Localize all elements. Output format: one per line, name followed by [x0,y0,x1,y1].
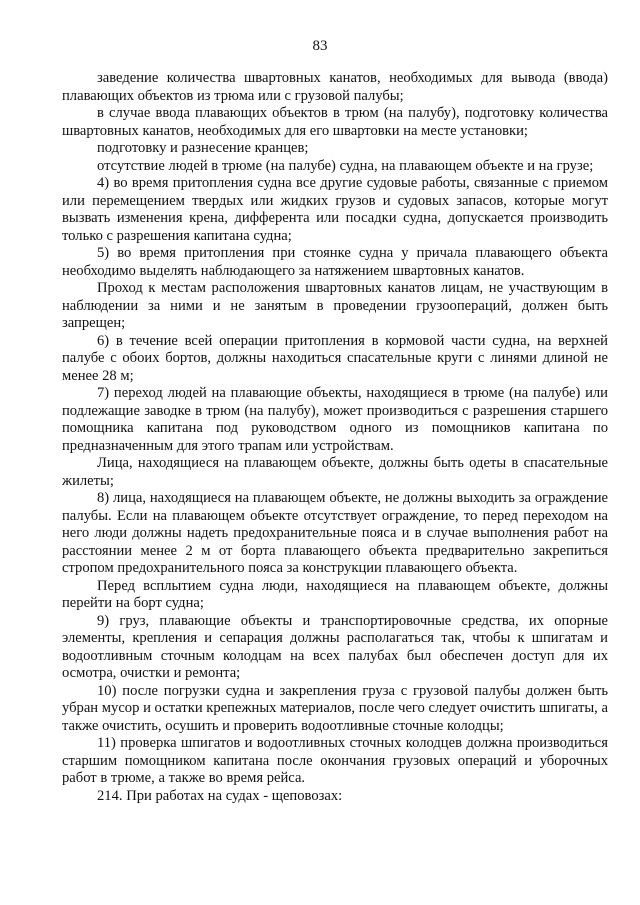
paragraph-section-214: 214. При работах на судах - щеповозах: [97,787,343,804]
paragraph-no-people: отсутствие людей в трюме (на палубе) судна, на плавающем объекте и на грузе; [97,157,594,174]
paragraph-item-11: 11) проверка шпигатов и водоотливных сточных колодцев должна производиться старшим помощником капитана после окончания грузовых операций и уборочных работ в трюме, а также во время рейса. [62,735,608,786]
paragraph-item-8: 8) лица, находящиеся на плавающем объекте, не должны выходить за ограждение палубы. Если на плавающем объекте отсутствует ограждение, то перед переходом на него люди должны надеть предохранительные пояса и в случае выполнения работ на расстоянии менее 2 м от борта плавающего объекта предварительно закрепиться стропом предохранительного пояса за конструкции плавающего объекта. [62,490,608,576]
paragraph-item-9: 9) груз, плавающие объекты и транспортировочные средства, их опорные элементы, крепления и сепарация должны располагаться так, чтобы к шпигатам и водоотливным сточным колодцам на всех палубах был обеспечен доступ для их осмотра, очистки и ремонта; [62,612,608,681]
page-number: 83 [312,38,328,54]
paragraph-item-10: 10) после погрузки судна и закрепления груза с грузовой палубы должен быть убран мусор и остатки крепежных материалов, после чего следует очистить шпигаты, а также очистить, осушить и проверить водоотливные сточные колодцы; [62,682,608,734]
paragraph-access-restriction: Проход к местам расположения швартовных канатов лицам, не участвующим в наблюдении за ними и не занятым в проведении грузоопераций, должен быть запрещен; [62,280,608,331]
document-body [62,70,608,805]
paragraph-mooring-lines: в случае ввода плавающих объектов в трюм (на палубу), подготовку количества швартовных канатов, необходимых для его швартовки на месте установки; [62,105,608,139]
paragraph-before-surfacing: Перед всплытием судна люди, находящиеся на плавающем объекте, должны перейти на борт судна; [62,577,608,611]
paragraph-item-6: 6) в течение всей операции притопления в кормовой части судна, на верхней палубе с обоих бортов, должны находиться спасательные круги с линями длиной не менее 28 м; [62,332,608,384]
paragraph-continuation: заведение количества швартовных канатов, необходимых для вывода (ввода) плавающих объектов из трюма или с грузовой палубы; [62,70,608,104]
paragraph-item-7: 7) переход людей на плавающие объекты, находящиеся в трюме (на палубе) или подлежащие заводке в трюм (на палубу), может производиться с разрешения старшего помощника капитана под руководством одного из помощников капитана по предназначенным для этого трапам или устройствам. [62,385,608,454]
paragraph-fenders: подготовку и разнесение кранцев; [97,140,309,156]
paragraph-item-5: 5) во время притопления при стоянке судна у причала плавающего объекта необходимо выделять наблюдающего за натяжением швартовных канатов. [62,245,608,279]
paragraph-item-4: 4) во время притопления судна все другие судовые работы, связанные с приемом или перемещением твердых или жидких грузов и судовых запасов, которые могут вызвать изменения крена, дифферента или посадки судна, допускается производить только с разрешения капитана судна; [62,175,608,244]
paragraph-life-jackets: Лица, находящиеся на плавающем объекте, должны быть одеты в спасательные жилеты; [62,455,608,489]
